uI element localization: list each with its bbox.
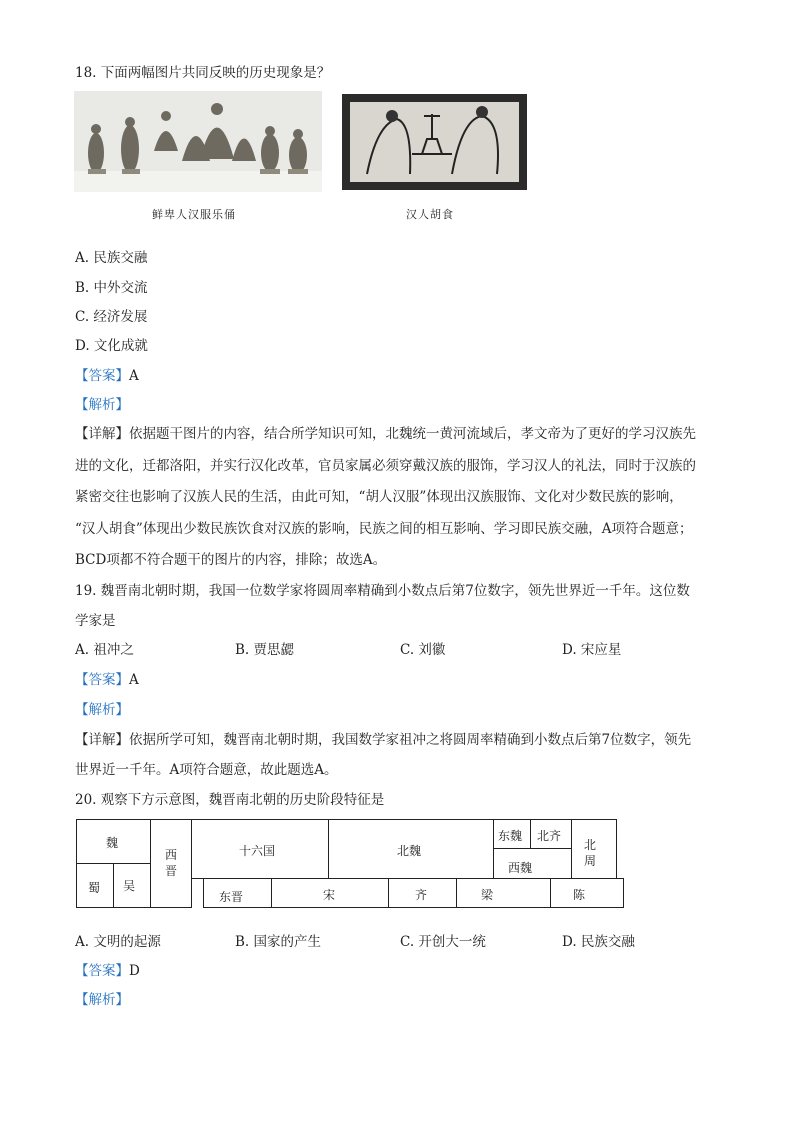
- q18-option-a: A. 民族交融: [75, 250, 148, 266]
- answer-tag: 【答案】: [75, 368, 129, 384]
- detail-text: 依据题干图片的内容，结合所学知识可知，北魏统一黄河流域后，孝文帝为了更好的学习汉族先: [129, 426, 696, 442]
- q19-analysis-tag: 【解析】: [75, 702, 129, 718]
- q18-detail-line-2: 进的文化，迁都洛阳，并实行汉化改革，官员家属必须穿戴汉族的服饰，学习汉人的礼法，同时于汉族的: [75, 458, 696, 474]
- q18-option-b: B. 中外交流: [75, 280, 148, 296]
- figurines-image: [74, 91, 322, 192]
- q19-answer: [75, 671, 139, 689]
- hu-food-caption: 汉人胡食: [406, 208, 454, 221]
- detail-tag: 【详解】: [75, 426, 129, 442]
- q19-option-b: B. 贾思勰: [235, 642, 295, 658]
- label-dongjin: 东晋: [219, 890, 244, 904]
- q18-option-d: D. 文化成就: [75, 338, 148, 354]
- q18-option-c: C. 经济发展: [75, 309, 148, 325]
- label-wu: 吴: [123, 879, 136, 893]
- q19-option-d: D. 宋应星: [562, 642, 622, 658]
- q20-option-b: B. 国家的产生: [235, 934, 322, 950]
- label-dongwei: 东魏: [498, 829, 523, 843]
- q20-answer: [75, 962, 140, 980]
- hu-food-mural-image: [342, 94, 527, 190]
- liang-box: [456, 878, 551, 908]
- label-chen: 陈: [573, 888, 586, 902]
- label-qi: 齐: [415, 888, 428, 902]
- figurines-caption: 鲜卑人汉服乐俑: [152, 208, 236, 221]
- label-beiwei: 北魏: [397, 844, 422, 858]
- label-shu: 蜀: [88, 881, 101, 895]
- q18-stem: 18. 下面两幅图片共同反映的历史现象是？: [75, 65, 331, 81]
- label-wei: 魏: [106, 836, 119, 850]
- detail-tag: 【详解】: [75, 732, 129, 748]
- q18-detail-line-3: 紧密交往也影响了汉族人民的生活，由此可知，“胡人汉服”体现出汉族服饰、文化对少数民族的影响，: [75, 489, 683, 505]
- q18-detail-line-4: “汉人胡食”体现出少数民族饮食对汉族的影响，民族之间的相互影响、学习即民族交融，A项符合题意；: [75, 521, 693, 537]
- q19-detail-line-2: 世界近一千年。A项符合题意，故此题选A。: [75, 762, 338, 778]
- label-liang: 梁: [481, 888, 494, 902]
- q18-analysis-tag: 【解析】: [75, 397, 129, 413]
- label-shiliuguo: 十六国: [239, 844, 276, 858]
- q20-option-d: D. 民族交融: [562, 934, 635, 950]
- q20-stem: 20. 观察下方示意图，魏晋南北朝的历史阶段特征是: [75, 792, 385, 808]
- q18-answer: [75, 367, 139, 385]
- label-beiqi: 北齐: [537, 829, 562, 843]
- q20-option-a: A. 文明的起源: [75, 934, 161, 950]
- label-xiwei: 西魏: [508, 861, 533, 875]
- q18-detail-line-1: [75, 425, 696, 443]
- answer-tag: 【答案】: [75, 672, 129, 688]
- q20-analysis-tag: 【解析】: [75, 992, 129, 1008]
- detail-text: 依据所学可知，魏晋南北朝时期，我国数学家祖冲之将圆周率精确到小数点后第7位数字，领先: [129, 732, 692, 748]
- answer-tag: 【答案】: [75, 963, 129, 979]
- q19-stem-line-1: 19. 魏晋南北朝时期，我国一位数学家将圆周率精确到小数点后第7位数字，领先世界近一千年。这位数: [75, 583, 690, 599]
- answer-value: D: [129, 963, 140, 979]
- q20-options: [75, 933, 725, 951]
- q19-detail-line-1: [75, 731, 691, 749]
- q18-detail-line-5: BCD项都不符合题干的图片的内容，排除；故选A。: [75, 552, 387, 568]
- label-song: 宋: [323, 888, 336, 902]
- q19-option-c: C. 刘徽: [400, 642, 446, 658]
- q19-stem-line-2: 学家是: [75, 613, 116, 629]
- dynasty-timeline-diagram: [76, 819, 624, 908]
- q19-option-a: A. 祖冲之: [75, 642, 134, 658]
- label-beizhou: 北周: [584, 838, 597, 868]
- q20-option-c: C. 开创大一统: [400, 934, 486, 950]
- answer-value: A: [129, 672, 139, 688]
- label-xijin: 西晋: [165, 848, 178, 878]
- q19-options: [75, 641, 725, 659]
- xiwei-box: [493, 848, 572, 879]
- answer-value: A: [129, 368, 139, 384]
